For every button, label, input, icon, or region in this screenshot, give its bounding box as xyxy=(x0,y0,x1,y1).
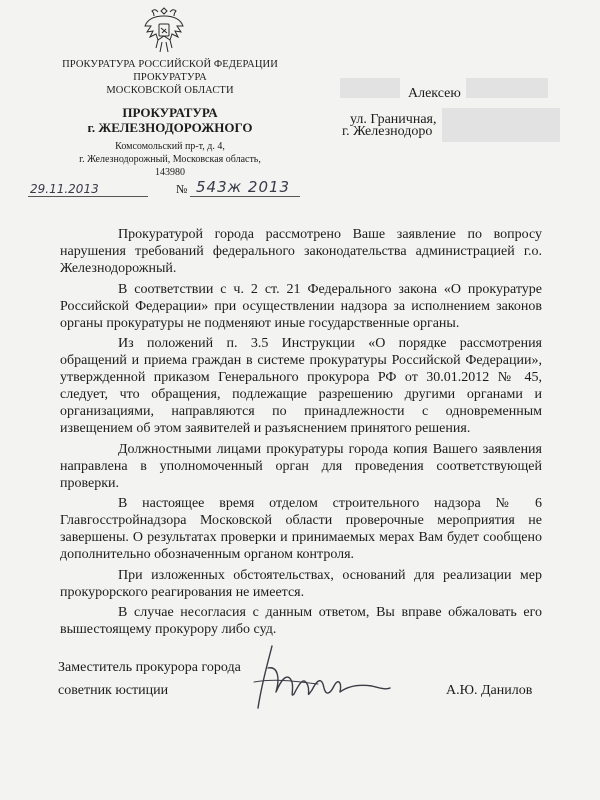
recipient-city: г. Железнодоро xyxy=(342,124,433,139)
handwritten-signature xyxy=(248,638,396,716)
body-paragraph: При изложенных обстоятельствах, оснований для реализации мер прокурорского реагирования не имеется. xyxy=(60,567,542,600)
body-paragraph: Должностными лицами прокуратуры города копия Вашего заявления направлена в уполномоченный орган для проведения соответствующей проверки. xyxy=(60,441,542,491)
body-paragraph: Из положений п. 3.5 Инструкции «О порядке рассмотрения обращений и приема граждан в системе прокуратуры Российской Федерации», утвержденной приказом Генерального прокурора РФ от 30.01.2012 № 45, следует, что обращения, подлежащие разрешению другими органами и организациями, направляются по принадлежности с одновременным извещением об этом заявителей и разъяснением принятого решения. xyxy=(60,336,542,436)
body-paragraph: В настоящее время отделом строительного надзора № 6 Главгосстройнадзора Московской области проверочные мероприятия не завершены. О результатах проверки и принимаемых мерах Вам будет сообщено дополнительно обозначенным органом контроля. xyxy=(60,496,542,562)
redacted-area xyxy=(442,108,560,142)
office-name: ПРОКУРАТУРА xyxy=(122,105,218,120)
signatory-rank: советник юстиции xyxy=(58,683,169,698)
date-underline xyxy=(28,196,148,197)
body-paragraph: Прокуратурой города рассмотрено Ваше заявление по вопросу нарушения требований федерального законодательства администрацией г.о. Железнодорожный. xyxy=(60,227,542,276)
redacted-area xyxy=(340,78,400,98)
recipient-street: ул. Граничная, xyxy=(350,112,437,127)
letter-body xyxy=(60,226,542,642)
body-paragraph: В случае несогласия с данным ответом, Вы вправе обжаловать его вышестоящему прокурору либо суд. xyxy=(60,605,542,637)
coat-of-arms-icon xyxy=(142,4,186,56)
letter-number: 543ж 2013 xyxy=(196,178,291,196)
letterhead-line: МОСКОВСКОЙ ОБЛАСТИ xyxy=(106,85,234,96)
number-sign: № xyxy=(176,182,188,196)
signatory-name: А.Ю. Данилов xyxy=(446,683,533,698)
letter-date: 29.11.2013 xyxy=(30,182,99,196)
number-underline xyxy=(190,196,300,197)
body-paragraph: В соответствии с ч. 2 ст. 21 Федерального закона «О прокуратуре Российской Федерации» при осуществлении надзора за исполнением законов органы прокуратуры не подменяют иные государственные органы. xyxy=(60,281,542,331)
office-postcode: 143980 xyxy=(155,167,185,178)
office-address-line: Комсомольский пр-т, д. 4, xyxy=(115,141,225,152)
recipient-name: Алексею xyxy=(408,86,461,101)
letterhead-line: ПРОКУРАТУРА xyxy=(133,72,207,83)
office-address-line: г. Железнодорожный, Московская область, xyxy=(79,154,261,165)
letterhead-line: ПРОКУРАТУРА РОССИЙСКОЙ ФЕДЕРАЦИИ xyxy=(62,59,278,70)
office-name-city: г. ЖЕЛЕЗНОДОРОЖНОГО xyxy=(87,120,253,135)
signatory-title: Заместитель прокурора города xyxy=(58,660,241,675)
redacted-area xyxy=(466,78,548,98)
